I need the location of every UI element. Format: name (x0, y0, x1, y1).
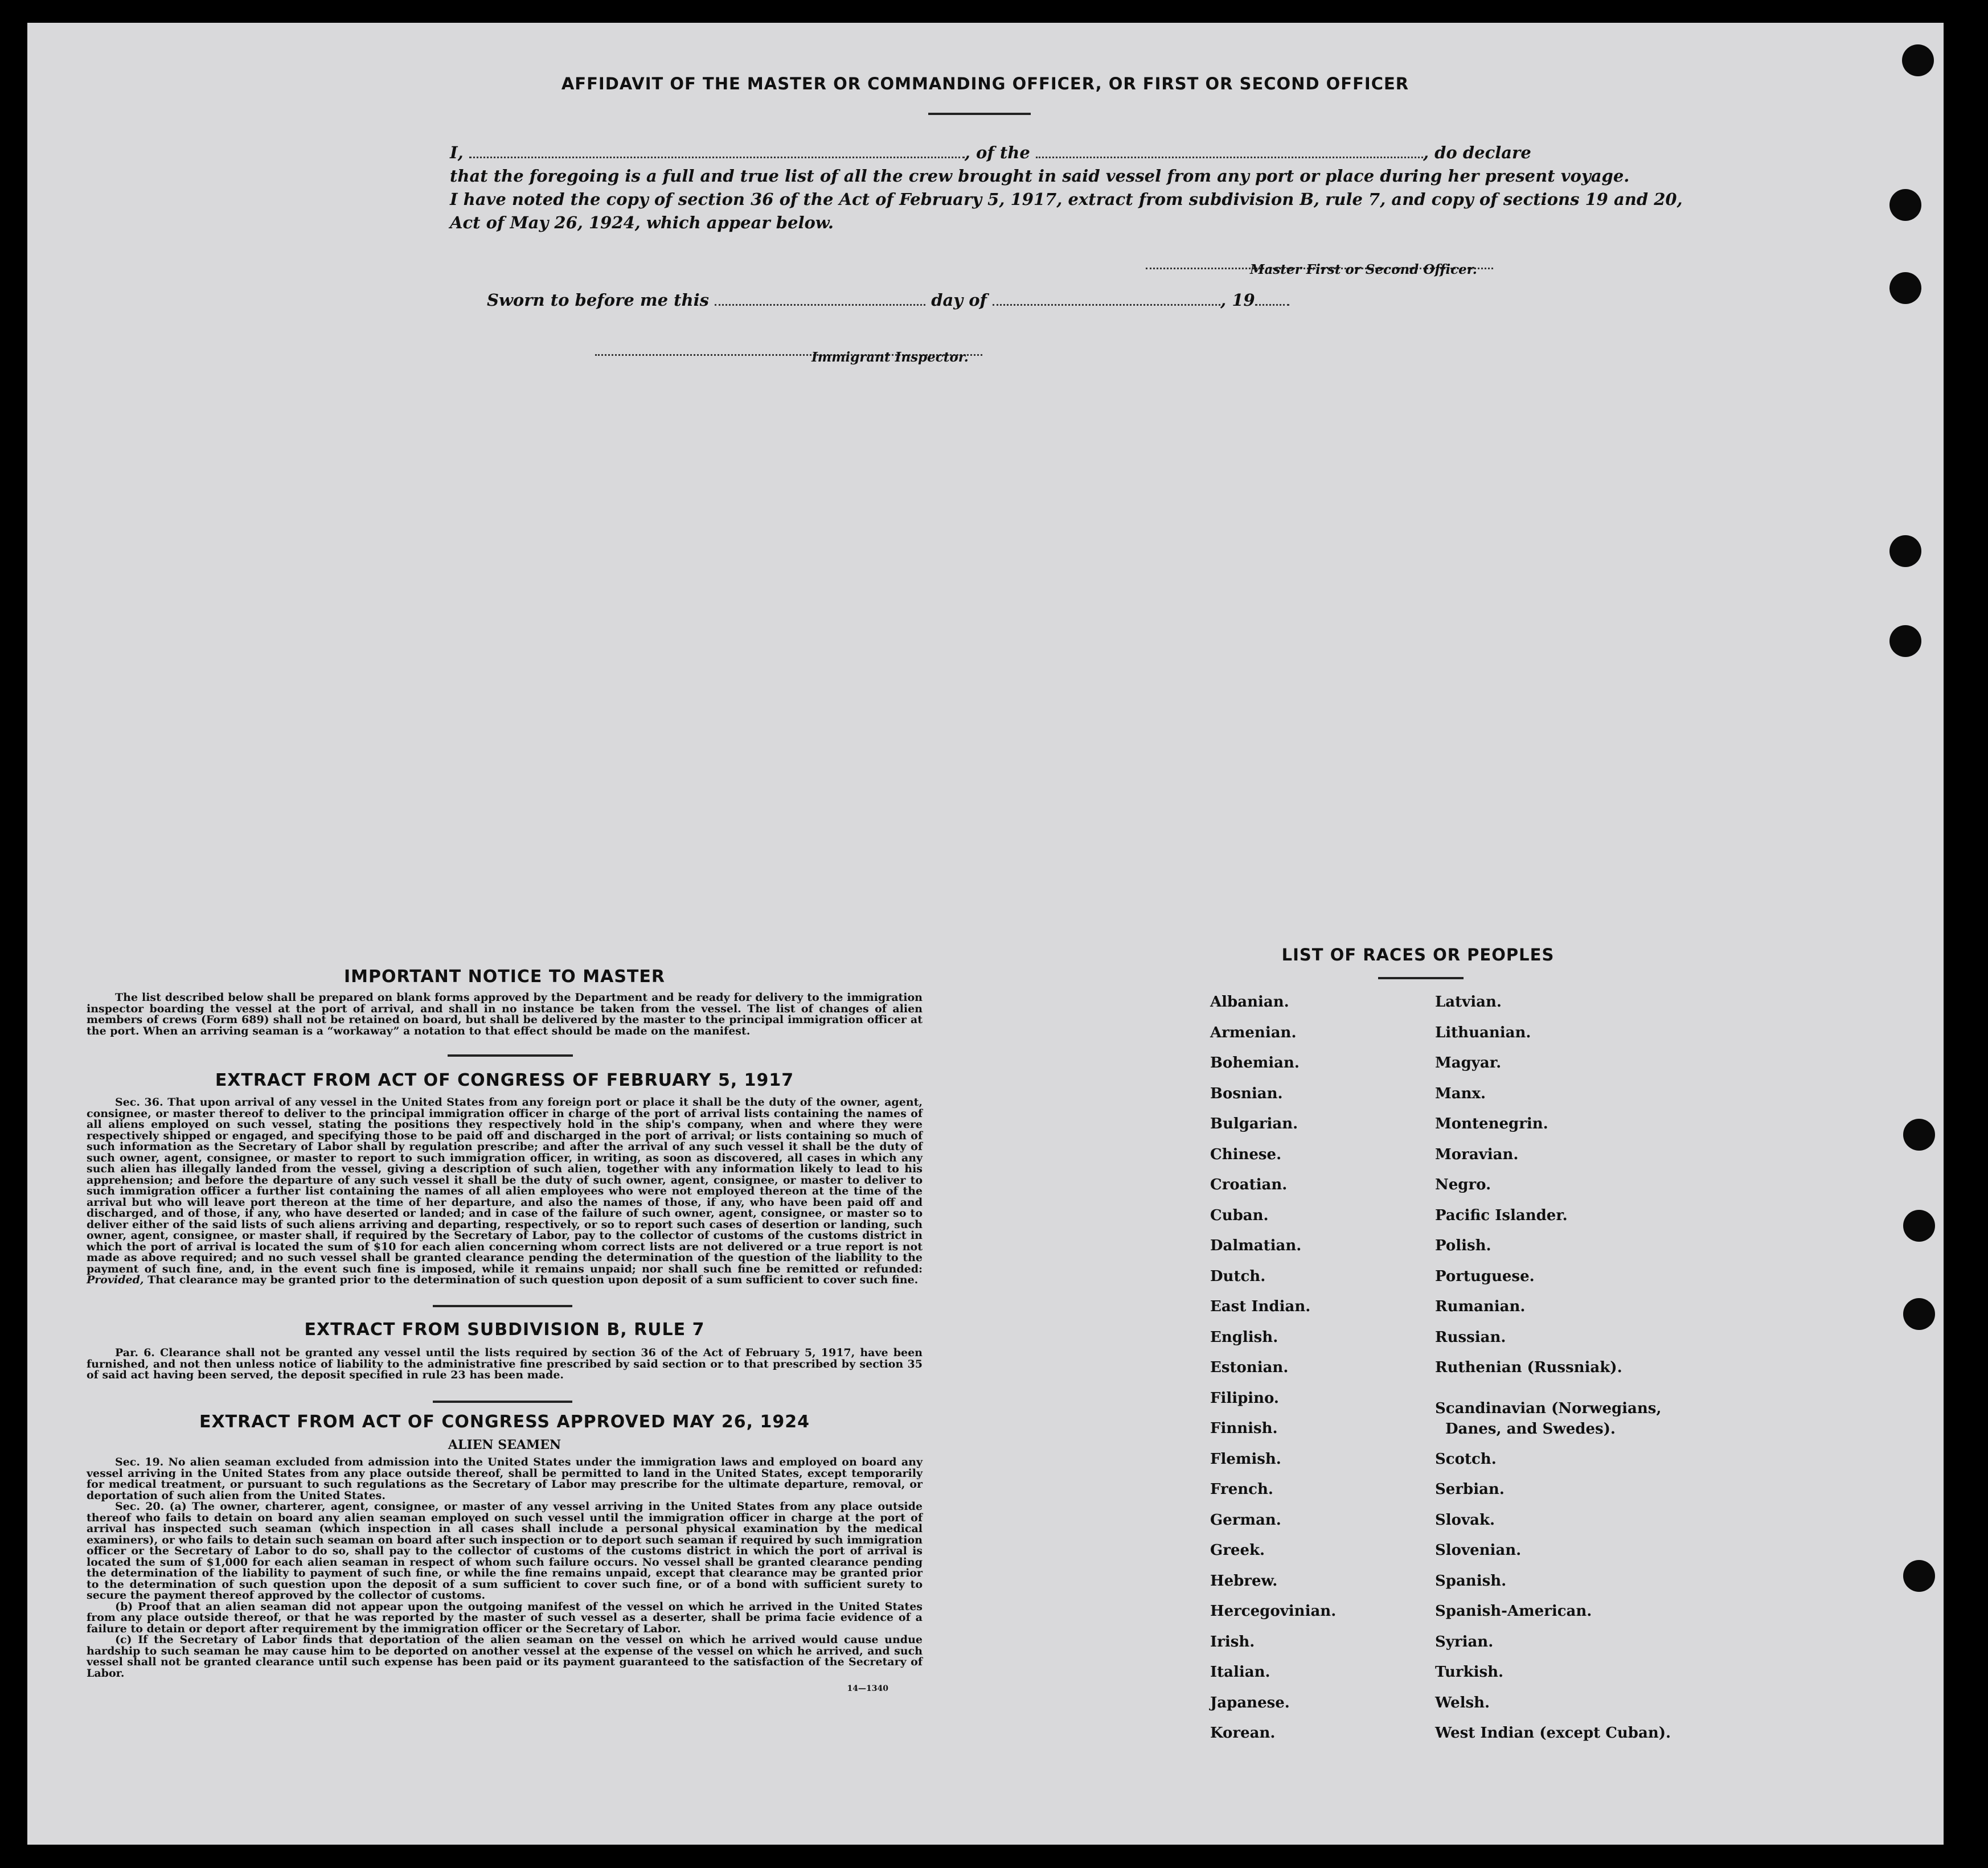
important-notice (87, 967, 923, 1037)
race-item: Spanish. (1435, 1572, 1507, 1590)
race-item: Flemish. (1210, 1450, 1281, 1468)
inspector-signature-label: Immigrant Inspector. (811, 350, 969, 365)
race-item: Estonian. (1210, 1359, 1289, 1376)
race-item: East Indian. (1210, 1298, 1311, 1315)
race-item: Syrian. (1435, 1633, 1494, 1651)
binder-hole (1889, 535, 1921, 567)
race-item: Bulgarian. (1210, 1115, 1298, 1132)
race-item: Slovenian. (1435, 1542, 1522, 1559)
race-item: Armenian. (1210, 1024, 1297, 1041)
divider (1378, 977, 1464, 979)
race-item: Chinese. (1210, 1146, 1282, 1163)
alien-seamen-subtitle: ALIEN SEAMEN (448, 1438, 561, 1452)
race-item: Russian. (1435, 1328, 1506, 1346)
race-item: Welsh. (1435, 1694, 1490, 1711)
binder-hole (1903, 1298, 1935, 1330)
race-item: Greek. (1210, 1542, 1265, 1559)
race-item: Irish. (1210, 1633, 1255, 1651)
race-item: German. (1210, 1511, 1281, 1529)
section-20a: Sec. 20. (a) The owner, charterer, agent, consignee, or master of any vessel arriving in the United States from any place outside thereof who fails to detain on board any alien seaman employed on such vessel until the immigration officer in charge at the port of arrival has inspected such seaman (which inspection in all cases shall include a personal physical examination by the medical examiners), or who fails to detain such seaman on board after such inspection or to deport such seaman if required by such immigration officer or the Secretary of Labor to do so, shall pay to the collector of customs of the customs district in which the port of arrival is located the sum of $1,000 for each alien seaman in respect of whom such failure occurs. No vessel shall be granted clearance pending the determination of the liability to payment of such fine, or while the fine remains unpaid, except that clearance may be granted prior to the determination of such question upon the deposit of a sum sufficient to cover such fine, or of a bond with sufficient surety to secure the payment thereof approved by the collector of customs. (87, 1500, 923, 1602)
sworn-day-field[interactable] (715, 292, 925, 306)
binder-hole (1903, 1119, 1935, 1151)
extract-1924 (87, 1412, 923, 1693)
binder-hole (1889, 189, 1921, 221)
master-name-field[interactable] (469, 144, 965, 158)
sworn-month-field[interactable] (993, 292, 1220, 306)
race-item: Finnish. (1210, 1420, 1278, 1437)
race-item: Latvian. (1435, 993, 1502, 1011)
race-item: Bosnian. (1210, 1085, 1283, 1102)
affidavit-line-3: I have noted the copy of section 36 of the Act of February 5, 1917, extract from subdivision B, rule 7, and copy of sections 19 and 20, (450, 190, 1683, 209)
race-item: Bohemian. (1210, 1054, 1300, 1071)
race-item: Spanish-American. (1435, 1603, 1592, 1620)
race-item: French. (1210, 1481, 1273, 1498)
race-item: Scotch. (1435, 1450, 1497, 1468)
race-item: Pacific Islander. (1435, 1206, 1568, 1224)
race-item: West Indian (except Cuban). (1435, 1725, 1671, 1742)
divider (433, 1305, 572, 1307)
race-item: Japanese. (1210, 1694, 1290, 1711)
divider (448, 1054, 573, 1057)
races-left-column (1210, 993, 1336, 1755)
race-item: Serbian. (1435, 1481, 1505, 1498)
vessel-name-field[interactable] (1036, 144, 1423, 158)
sworn-line: Sworn to before me this day of , 19 (487, 290, 1289, 310)
sworn-year-field[interactable] (1255, 292, 1289, 306)
affidavit-line-2: that the foregoing is a full and true list of all the crew brought in said vessel from any port or place during her present voyage. (450, 166, 1630, 186)
race-item: Hebrew. (1210, 1572, 1278, 1590)
race-item: Manx. (1435, 1085, 1486, 1102)
race-item: Filipino. (1210, 1389, 1279, 1407)
race-item: Cuban. (1210, 1206, 1269, 1224)
extract-1917-body: Sec. 36. That upon arrival of any vessel in the United States from any foreign port or place it shall be the duty of the owner, agent, consignee, or master thereof to deliver to the principal immigration officer in charge of the port of arrival lists containing the names of all aliens employed on such vessel, stating the positions they respectively hold in the ship's company, when and where they were respectively shipped or engaged, and specifying those to be paid off and discharged in the port of arrival; or lists containing so much of such information as the Secretary of Labor shall by regulation prescribe; and after the arrival of any such vessel it shall be the duty of such owner, agent, consignee, or master to report to such immigration officer, in writing, as soon as discovered, all cases in which any such alien has illegally landed from the vessel, giving a description of such alien, together with any information likely to lead to his apprehension; and before the departure of any such vessel it shall be the duty of such owner, agent, consignee, or master to deliver to such immigration officer a further list containing the names of all alien employees who were not employed thereon at the time of the arrival but who will leave port thereon at the time of her departure, and also the names of those, if any, who have been paid off and discharged, and of those, if any, who have deserted or landed; and in case of the failure of such owner, agent, consignee, or master so to deliver either of the said lists of such aliens arriving and departing, respectively, or so to report such cases of desertion or landing, such owner, agent, consignee, or master shall, if required by the Secretary of Labor, pay to the collector of customs of the customs district in which the port of arrival is located the sum of $10 for each alien concerning whom correct lists are not delivered or a true report is not made as above required; and no such vessel shall be granted clearance pending the determination of the question of the liability to the payment of such fine, and, in the event such fine is imposed, while it remains unpaid; nor shall such fine be remitted or refunded: Provided, That clearance may be granted prior to the determination of such question upon deposit of a sum sufficient to cover such fine. (87, 1096, 923, 1286)
race-item: Magyar. (1435, 1054, 1502, 1071)
binder-hole (1903, 1560, 1935, 1592)
race-item: Ruthenian (Russniak). (1435, 1359, 1622, 1376)
divider (928, 113, 1031, 115)
section-20c: (c) If the Secretary of Labor finds that deportation of the alien seaman on the vessel on which he arrived would cause undue hardship to such seaman he may cause him to be deported on another vessel at the expense of the vessel on which he arrived, and such vessel shall not be granted clearance until such expense has been paid or its payment guaranteed to the satisfaction of the Secretary of Labor. (87, 1633, 923, 1680)
extract-1917-title: EXTRACT FROM ACT OF CONGRESS OF FEBRUARY 5, 1917 (215, 1070, 794, 1090)
section-19: Sec. 19. No alien seaman excluded from admission into the United States under the immigration laws and employed on board any vessel arriving in the United States from any place outside thereof, shall be permitted to land in the United States, except temporarily for medical treatment, or pursuant to such regulations as the Secretary of Labor may prescribe for the ultimate departure, removal, or deportation of such alien from the United States. (87, 1456, 923, 1502)
race-item: Moravian. (1435, 1146, 1519, 1163)
extract-rule-7-body: Par. 6. Clearance shall not be granted any vessel until the lists required by section 36 of the Act of February 5, 1917, have been furnished, and not then unless notice of liability to the administrative fine prescribed by said section or to that prescribed by section 35 of said act having been served, the deposit specified in rule 23 has been made. (87, 1346, 923, 1381)
race-item: Montenegrin. (1435, 1115, 1548, 1132)
race-item: Negro. (1435, 1176, 1491, 1193)
extract-1917 (87, 1070, 923, 1286)
notice-title: IMPORTANT NOTICE TO MASTER (344, 967, 665, 987)
race-item: Lithuanian. (1435, 1024, 1531, 1041)
race-item: Korean. (1210, 1725, 1276, 1742)
section-20b: (b) Proof that an alien seaman did not appear upon the outgoing manifest of the vessel on which he arrived in the United States from any place outside thereof, or that he was reported by the master of such vessel as a deserter, shall be prima facie evidence of a failure to detain or deport after requirement by the immigration officer or the Secretary of Labor. (87, 1600, 923, 1635)
race-item: Italian. (1210, 1664, 1270, 1681)
race-item: Slovak. (1435, 1511, 1495, 1529)
race-item: Turkish. (1435, 1664, 1504, 1681)
races-right-column (1435, 993, 1671, 1755)
race-item: Danes, and Swedes). (1445, 1420, 1616, 1438)
affidavit-title: AFFIDAVIT OF THE MASTER OR COMMANDING OFFICER, OR FIRST OR SECOND OFFICER (561, 74, 1409, 93)
race-item: Hercegovinian. (1210, 1603, 1337, 1620)
affidavit-section (444, 74, 1683, 365)
binder-hole (1889, 272, 1921, 304)
race-item: English. (1210, 1328, 1278, 1346)
master-signature-label: Master First or Second Officer. (1250, 262, 1477, 277)
race-item: Rumanian. (1435, 1298, 1526, 1315)
divider (433, 1401, 572, 1403)
binder-hole (1902, 44, 1934, 76)
extract-1924-title: EXTRACT FROM ACT OF CONGRESS APPROVED MAY 26, 1924 (199, 1412, 810, 1432)
race-item: Scandinavian (Norwegians, (1435, 1399, 1662, 1417)
race-item: Dutch. (1210, 1267, 1266, 1285)
race-item: Portuguese. (1435, 1267, 1535, 1285)
binder-hole (1889, 625, 1921, 657)
extract-rule-7 (87, 1320, 923, 1381)
races-title: LIST OF RACES OR PEOPLES (1281, 945, 1555, 964)
notice-body: The list described below shall be prepared on blank forms approved by the Department and be ready for delivery to the immigration inspector boarding the vessel at the port of arrival, and shall in no instance be taken from the vessel. The list of changes of alien members of crews (Form 689) shall not be retained on board, but shall be delivered by the master to the principal immigration officer at the port. When an arriving seaman is a “workaway” a notation to that effect should be made on the manifest. (87, 991, 923, 1037)
affidavit-line-4: Act of May 26, 1924, which appear below. (450, 213, 834, 232)
race-item: Croatian. (1210, 1176, 1288, 1193)
extract-rule-7-title: EXTRACT FROM SUBDIVISION B, RULE 7 (304, 1320, 705, 1340)
affidavit-line-1: I, , of the , do declare (450, 143, 1531, 162)
binder-hole (1903, 1210, 1935, 1242)
race-item: Albanian. (1210, 993, 1289, 1011)
race-item: Polish. (1435, 1237, 1491, 1254)
race-item: Dalmatian. (1210, 1237, 1302, 1254)
form-number: 14—1340 (847, 1684, 888, 1693)
